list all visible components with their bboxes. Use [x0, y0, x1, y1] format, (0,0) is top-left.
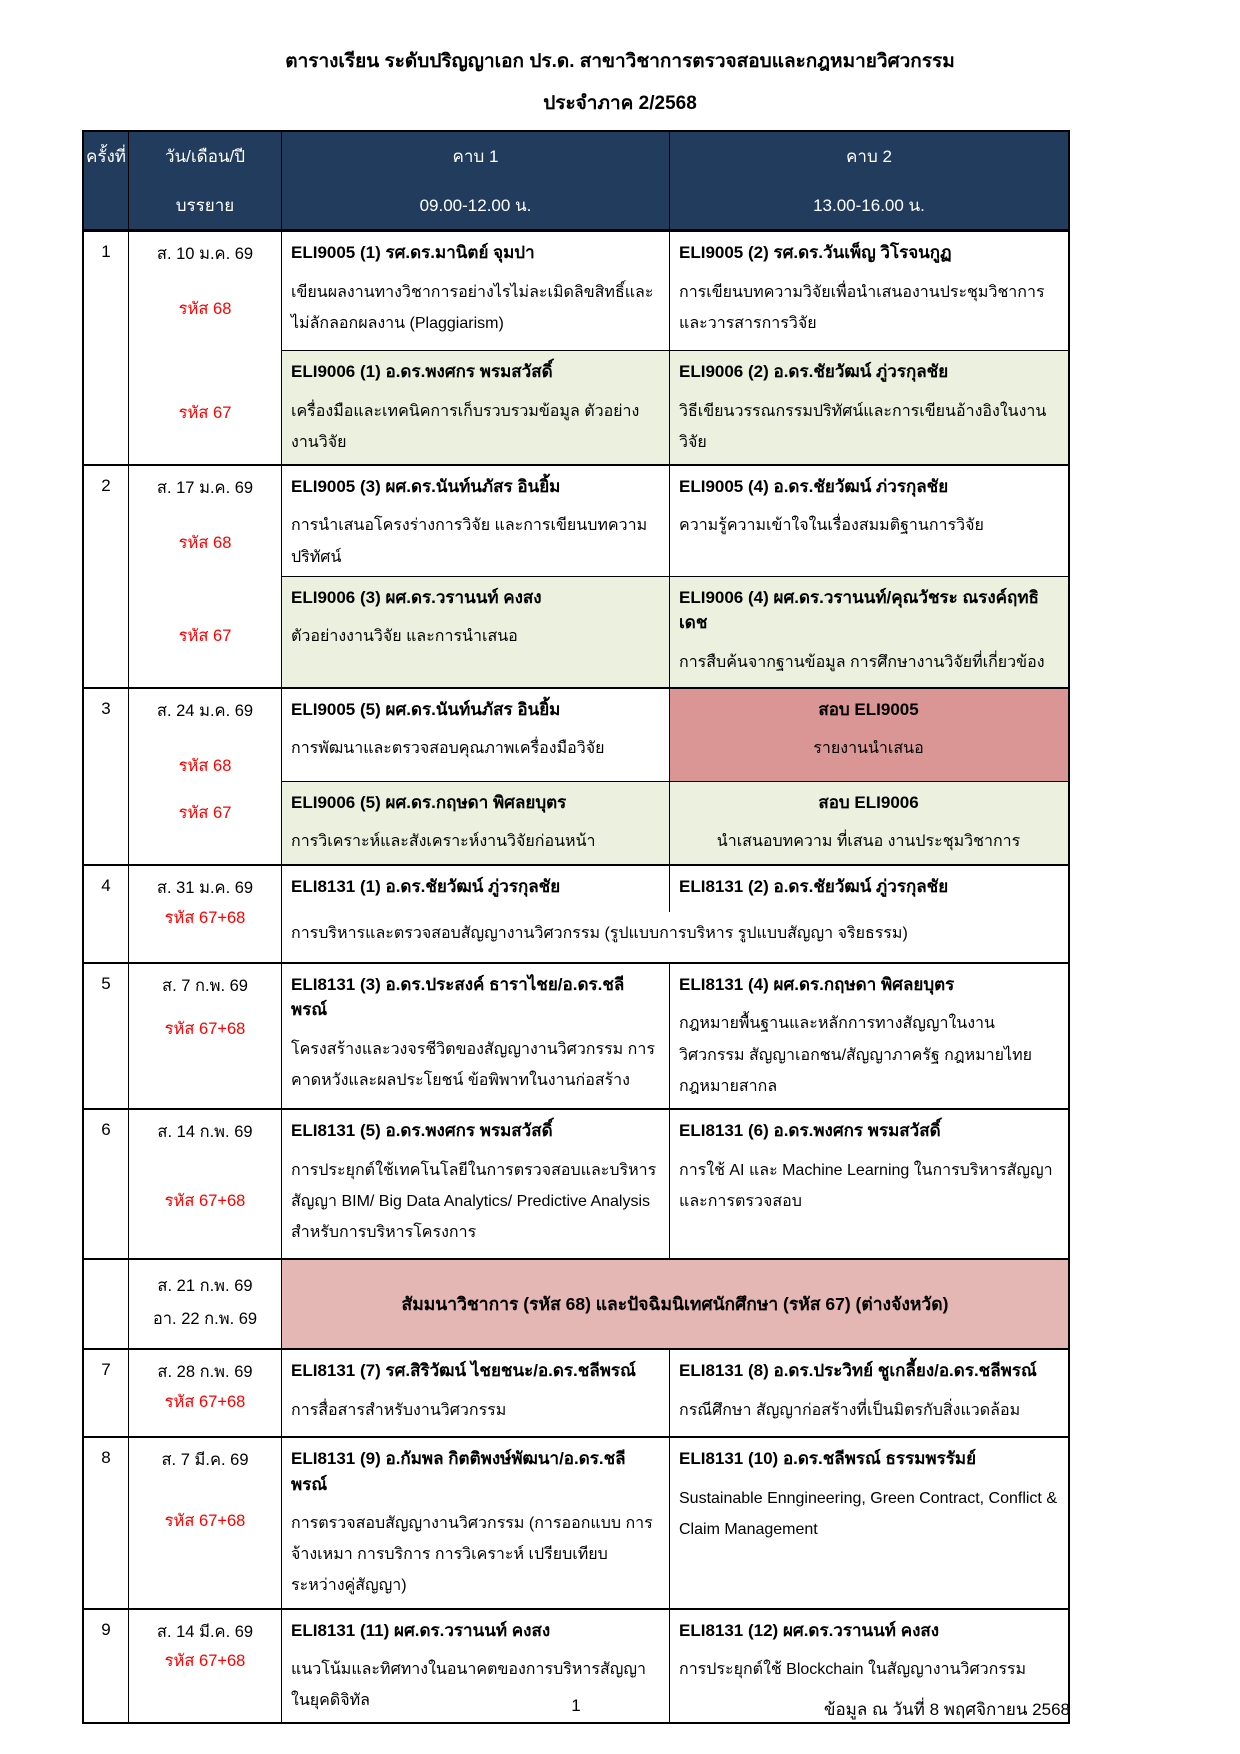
cohort-code: รหัส 67+68: [164, 908, 246, 927]
course-cell: [670, 1350, 1068, 1436]
course-title: ELI8131 (5) อ.ดร.พงศกร พรมสวัสดิ์: [291, 1121, 553, 1140]
course-desc: การเขียนบทความวิจัยเพื่อนำเสนองานประชุมวิชาการและวารสารการวิจัย: [679, 283, 1045, 332]
session-date: ส. 31 ม.ค. 69: [156, 878, 254, 897]
course-title: ELI9005 (4) อ.ดร.ชัยวัฒน์ ภ่วรกุลชัย: [679, 476, 949, 496]
session-date: ส. 17 ม.ค. 69: [156, 478, 254, 497]
exam-cell: [670, 689, 1068, 781]
course-desc: ตัวอย่างงานวิจัย และการนำเสนอ: [291, 628, 518, 646]
session-number: 5: [84, 964, 129, 1108]
course-desc: การประยุกต์ใช้ Blockchain ในสัญญางานวิศวกรรม: [679, 1661, 1027, 1679]
course-desc: การสื่อสารสำหรับงานวิศวกรรม: [291, 1401, 507, 1419]
cohort-code: รหัส 67+68: [164, 1392, 246, 1411]
data-as-of-note: ข้อมูล ณ วันที่ 8 พฤศจิกายน 2568: [823, 1700, 1070, 1719]
session-date: ส. 14 ก.พ. 69: [157, 1123, 253, 1141]
cohort-code: รหัส 67: [178, 404, 232, 423]
course-desc: การวิเคราะห์และสังเคราะห์งานวิจัยก่อนหน้า: [291, 833, 596, 851]
course-title: ELI8131 (11) ผศ.ดร.วรานนท์ คงสง: [291, 1620, 551, 1640]
exam-title: สอบ ELI9006: [818, 792, 919, 812]
session-number: 3: [84, 689, 129, 864]
course-title: ELI9006 (5) ผศ.ดร.กฤษดา พิศลยบุตร: [291, 792, 567, 812]
session-date: ส. 28 ก.พ. 69: [157, 1363, 253, 1381]
page-number: 1: [571, 1696, 581, 1715]
table-row: [84, 466, 1068, 689]
course-desc: เครื่องมือและเทคนิคการเก็บรวบรวมข้อมูล ตัวอย่างงานวิจัย: [291, 402, 640, 451]
course-cell: [282, 351, 670, 464]
course-cell: [282, 466, 670, 576]
course-desc: โครงสร้างและวงจรชีวิตของสัญญางานวิศวกรรม การคาดหวังและผลประโยชน์ ข้อพิพาทในงานก่อสร้าง: [291, 1040, 655, 1090]
session-date: ส. 7 ก.พ. 69: [162, 976, 248, 995]
table-row: [84, 1350, 1068, 1438]
course-cell: [282, 1438, 670, 1608]
session-number: 4: [84, 866, 129, 962]
course-cell: [670, 1438, 1068, 1608]
document-title: ตารางเรียน ระดับปริญญาเอก ปร.ด. สาขาวิชาการตรวจสอบและกฎหมายวิศวกรรม: [285, 51, 955, 72]
course-cell: [670, 232, 1068, 350]
header-period2-col: [670, 132, 1068, 229]
course-cell: [670, 466, 1068, 576]
course-title: ELI8131 (1) อ.ดร.ชัยวัฒน์ ภู่วรกุลชัย: [291, 876, 561, 896]
seminar-date-1: ส. 21 ก.พ. 69: [157, 1277, 253, 1296]
course-desc: ความรู้ความเข้าใจในเรื่องสมมติฐานการวิจัย: [679, 517, 984, 535]
course-cell: [670, 1110, 1068, 1258]
cohort-code: รหัส 67+68: [164, 1019, 246, 1038]
course-desc: การพัฒนาและตรวจสอบคุณภาพเครื่องมือวิจัย: [291, 740, 605, 758]
session-date-cell: [129, 866, 282, 962]
cohort-code: รหัส 67+68: [164, 1191, 246, 1210]
cohort-code: รหัส 68: [178, 299, 232, 318]
course-cell: [282, 1350, 670, 1436]
course-cell: [670, 577, 1068, 687]
table-row: [84, 689, 1068, 866]
table-row: [84, 232, 1068, 466]
session-date: ส. 10 ม.ค. 69: [156, 245, 254, 263]
session-number: 6: [84, 1110, 129, 1258]
session-number: 2: [84, 466, 129, 687]
course-title: ELI9005 (2) รศ.ดร.วันเพ็ญ วิโรจนกูฏ: [679, 243, 952, 262]
exam-title: สอบ ELI9005: [818, 699, 919, 719]
cohort-code: รหัส 67+68: [164, 1652, 246, 1671]
course-cell: [282, 866, 670, 912]
course-title: ELI9006 (3) ผศ.ดร.วรานนท์ คงสง: [291, 587, 542, 607]
course-cell: [282, 1110, 670, 1258]
session-date-cell: [129, 964, 282, 1108]
table-row: [84, 964, 1068, 1110]
course-cell: [282, 689, 670, 781]
header-date-label-2: บรรยาย: [175, 196, 235, 216]
course-title: ELI8131 (6) อ.ดร.พงศกร พรมสวัสดิ์: [679, 1121, 941, 1140]
course-title: ELI8131 (8) อ.ดร.ประวิทย์ ชูเกลี้ยง/อ.ดร.ชลีพรณ์: [679, 1361, 1037, 1380]
course-title: ELI9005 (3) ผศ.ดร.นันท์นภัสร อินยิ้ม: [291, 476, 561, 496]
course-title: ELI8131 (2) อ.ดร.ชัยวัฒน์ ภู่วรกุลชัย: [679, 876, 949, 896]
course-cell: [670, 351, 1068, 464]
course-desc: กฎหมายพื้นฐานและหลักการทางสัญญาในงานวิศวกรรม สัญญาเอกชน/สัญญาภาครัฐ กฎหมายไทย กฎหมายสากล: [679, 1015, 1032, 1095]
seminar-row: [84, 1260, 1068, 1350]
cohort-code: รหัส 67: [178, 804, 232, 823]
seminar-banner: สัมมนาวิชาการ (รหัส 68) และปัจฉิมนิเทศนักศึกษา (รหัส 67) (ต่างจังหวัด): [282, 1260, 1068, 1348]
exam-desc: นำเสนอบทความ ที่เสนอ งานประชุมวิชาการ: [716, 833, 1021, 851]
session-date-cell: [129, 1110, 282, 1258]
course-desc: การบริหารและตรวจสอบสัญญางานวิศวกรรม (รูปแบบการบริหาร รูปแบบสัญญา จริยธรรม): [291, 924, 908, 942]
course-desc: การนำเสนอโครงร่างการวิจัย และการเขียนบทความปริทัศน์: [291, 517, 648, 566]
header-session-col: [84, 132, 129, 229]
course-title: ELI8131 (12) ผศ.ดร.วรานนท์ คงสง: [679, 1620, 940, 1640]
course-desc: เขียนผลงานทางวิชาการอย่างไรไม่ละเมิดลิขสิทธิ์และไม่ลักลอกผลงาน (Plaggiarism): [291, 283, 654, 332]
table-row: [84, 866, 1068, 964]
course-cell: [282, 782, 670, 864]
header-period2-time: 13.00-16.00 น.: [813, 196, 925, 216]
course-title: ELI8131 (3) อ.ดร.ประสงค์ ธาราไชย/อ.ดร.ชลีพรณ์: [291, 974, 625, 1020]
course-cell: [282, 577, 670, 687]
course-title: ELI9006 (1) อ.ดร.พงศกร พรมสวัสดิ์: [291, 362, 553, 381]
seminar-date-2: อา. 22 ก.พ. 69: [152, 1310, 258, 1329]
course-title: ELI9005 (5) ผศ.ดร.นันท์นภัสร อินยิ้ม: [291, 699, 561, 719]
course-desc: การประยุกต์ใช้เทคโนโลยีในการตรวจสอบและบริหารสัญญา BIM/ Big Data Analytics/ Predictive Analysis สำหรับการบริหารโครงการ: [291, 1161, 657, 1241]
course-cell: [282, 964, 670, 1108]
course-title: ELI9006 (4) ผศ.ดร.วรานนท์/คุณวัชระ ณรงค์ฤทธิเดช: [679, 587, 1039, 633]
course-cell: [282, 232, 670, 350]
session-date-cell: [129, 1438, 282, 1608]
table-header-row: [84, 132, 1068, 232]
course-desc: การใช้ AI และ Machine Learning ในการบริหารสัญญาและการตรวจสอบ: [679, 1161, 1053, 1210]
course-desc: กรณีศึกษา สัญญาก่อสร้างที่เป็นมิตรกับสิ่งแวดล้อม: [679, 1401, 1021, 1419]
session-date-cell: [129, 232, 282, 464]
course-title: ELI9005 (1) รศ.ดร.มานิตย์ จุมปา: [291, 243, 535, 262]
session-number-empty: [84, 1260, 129, 1348]
session-date-cell: [129, 466, 282, 687]
course-title: ELI8131 (4) ผศ.ดร.กฤษดา พิศลยบุตร: [679, 974, 955, 994]
session-number: 9: [84, 1610, 129, 1723]
course-cell: [670, 964, 1068, 1108]
header-date-label-1: วัน/เดือน/ปี: [164, 147, 246, 166]
course-desc: วิธีเขียนวรรณกรรมปริทัศน์และการเขียนอ้างอิงในงานวิจัย: [679, 402, 1047, 451]
session-number: 1: [84, 232, 129, 464]
course-title: ELI9006 (2) อ.ดร.ชัยวัฒน์ ภู่วรกุลชัย: [679, 362, 949, 381]
header-period1-label: คาบ 1: [452, 147, 499, 166]
course-desc: การสืบค้นจากฐานข้อมูล การศึกษางานวิจัยที่เกี่ยวข้อง: [679, 653, 1045, 671]
course-title: ELI8131 (7) รศ.สิริวัฒน์ ไชยชนะ/อ.ดร.ชลีพรณ์: [291, 1361, 636, 1380]
session-date: ส. 14 มี.ค. 69: [156, 1622, 254, 1641]
table-row: [84, 1110, 1068, 1260]
session-number: 7: [84, 1350, 129, 1436]
header-period2-label: คาบ 2: [846, 147, 892, 166]
session-date-cell: [129, 689, 282, 864]
session-date-cell: [129, 1350, 282, 1436]
exam-cell: [670, 782, 1068, 864]
course-desc: Sustainable Enngineering, Green Contract, Conflict & Claim Management: [679, 1489, 1057, 1538]
cohort-code: รหัส 67+68: [164, 1511, 246, 1530]
course-title: ELI8131 (9) อ.กัมพล กิตติพงษ์พัฒนา/อ.ดร.ชลีพรณ์: [291, 1449, 626, 1494]
cohort-code: รหัส 67: [178, 627, 232, 646]
course-desc: การตรวจสอบสัญญางานวิศวกรรม (การออกแบบ การจ้างเหมา การบริการ การวิเคราะห์ เปรียบเทียบระหว่างคู่สัญญา): [291, 1515, 653, 1595]
header-period1-time: 09.00-12.00 น.: [419, 196, 532, 216]
session-date-cell: [129, 1260, 282, 1348]
cohort-code: รหัส 68: [178, 533, 232, 552]
course-desc: แนวโน้มและทิศทางในอนาคตของการบริหารสัญญาในยุคดิจิทัล: [291, 1661, 646, 1710]
session-number: 8: [84, 1438, 129, 1608]
exam-desc: รายงานนำเสนอ: [813, 740, 924, 758]
table-row: [84, 1438, 1068, 1610]
header-session-label: ครั้งที่: [86, 147, 127, 166]
schedule-table: [82, 130, 1070, 1724]
cohort-code: รหัส 68: [178, 756, 232, 775]
session-date: ส. 24 ม.ค. 69: [156, 701, 254, 720]
session-date: ส. 7 มี.ค. 69: [161, 1451, 249, 1469]
course-cell-span: [282, 912, 1068, 962]
course-title: ELI8131 (10) อ.ดร.ชลีพรณ์ ธรรมพรรัมย์: [679, 1449, 977, 1468]
document-subtitle: ประจำภาค 2/2568: [543, 93, 697, 114]
header-period1-col: [282, 132, 670, 229]
header-date-col: [129, 132, 282, 229]
course-cell: [670, 866, 1068, 912]
page-footer: [82, 1696, 1070, 1719]
